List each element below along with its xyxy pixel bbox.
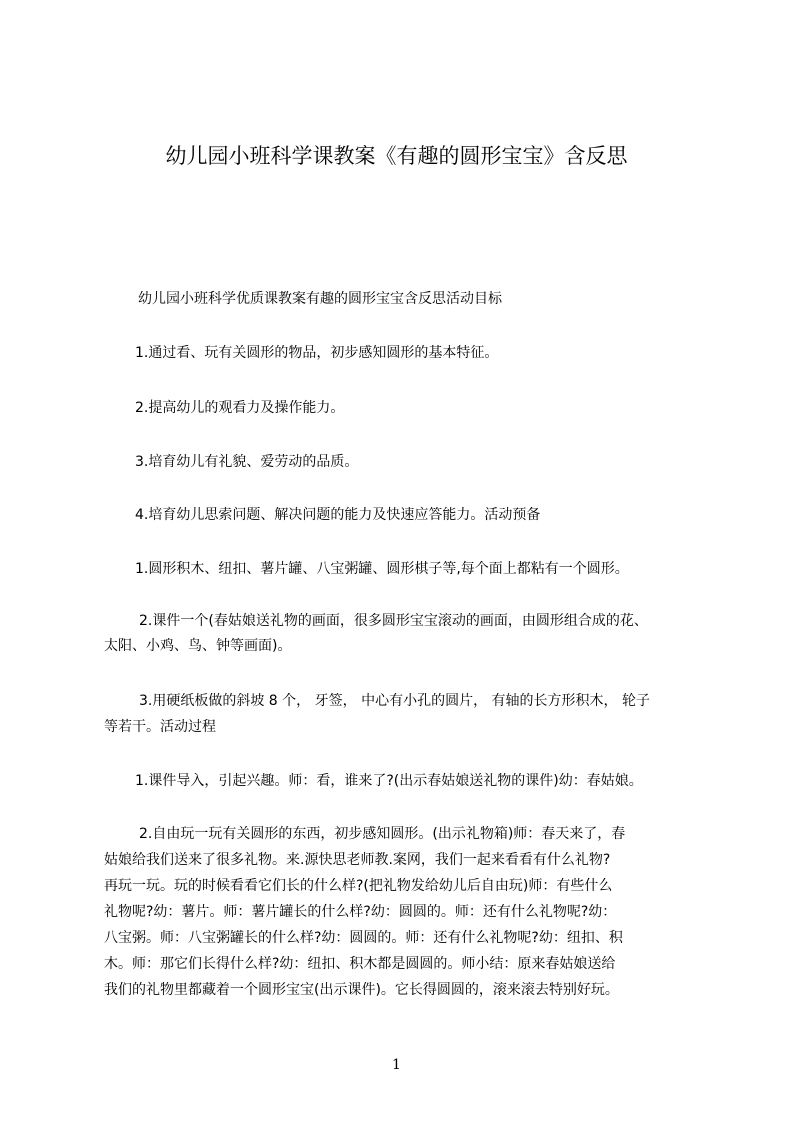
paragraph-line: 3.培育幼儿有礼貌、爱劳动的品质。 <box>135 454 359 470</box>
paragraph-line: 等若干。活动过程 <box>104 719 216 735</box>
paragraph-line: 2.课件一个(春姑娘送礼物的画面，很多圆形宝宝滚动的画面，由圆形组合成的花、 <box>139 613 648 629</box>
page-number: 1 <box>392 1057 401 1073</box>
paragraph-line: 太阳、小鸡、鸟、钟等画面)。 <box>104 638 292 654</box>
paragraph-line: 4.培育幼儿思索问题、解决问题的能力及快速应答能力。活动预备 <box>135 507 541 523</box>
paragraph-line: 2.自由玩一玩有关圆形的东西，初步感知圆形。(出示礼物箱)师：春天来了，春 <box>139 826 626 842</box>
paragraph-line: 我们的礼物里都藏着一个圆形宝宝(出示课件)。它长得圆圆的，滚来滚去特别好玩。 <box>104 982 619 998</box>
paragraph-line: 幼儿园小班科学优质课教案有趣的圆形宝宝含反思活动目标 <box>138 291 502 307</box>
paragraph-line: 2.提高幼儿的观看力及操作能力。 <box>135 400 345 416</box>
page-title: 幼儿园小班科学课教案《有趣的圆形宝宝》含反思 <box>165 144 628 168</box>
paragraph-line: 姑娘给我们送来了很多礼物。来.源快思老师教.案网，我们一起来看看有什么礼物? <box>104 852 611 868</box>
paragraph-line: 1.圆形积木、纽扣、薯片罐、八宝粥罐、圆形棋子等,每个面上都粘有一个圆形。 <box>135 561 629 577</box>
paragraph-line: 木。师：那它们长得什么样?幼：纽扣、积木都是圆圆的。师小结：原来春姑娘送给 <box>104 956 616 972</box>
paragraph-line: 3.用硬纸板做的斜坡 8 个， 牙签， 中心有小孔的圆片， 有轴的长方形积木， 轮子 <box>139 693 650 709</box>
paragraph-line: 礼物呢?幼：薯片。师：薯片罐长的什么样?幼：圆圆的。师：还有什么礼物呢?幼： <box>104 904 617 920</box>
paragraph-line: 八宝粥。师：八宝粥罐长的什么样?幼：圆圆的。师：还有什么礼物呢?幼：纽扣、积 <box>104 930 623 946</box>
paragraph-line: 1.通过看、玩有关圆形的物品，初步感知圆形的基本特征。 <box>135 345 499 361</box>
paragraph-line: 再玩一玩。玩的时候看看它们长的什么样?(把礼物发给幼儿后自由玩)师：有些什么 <box>104 878 613 894</box>
paragraph-line: 1.课件导入，引起兴趣。师：看，谁来了?(出示春姑娘送礼物的课件)幼：春姑娘。 <box>135 773 643 789</box>
